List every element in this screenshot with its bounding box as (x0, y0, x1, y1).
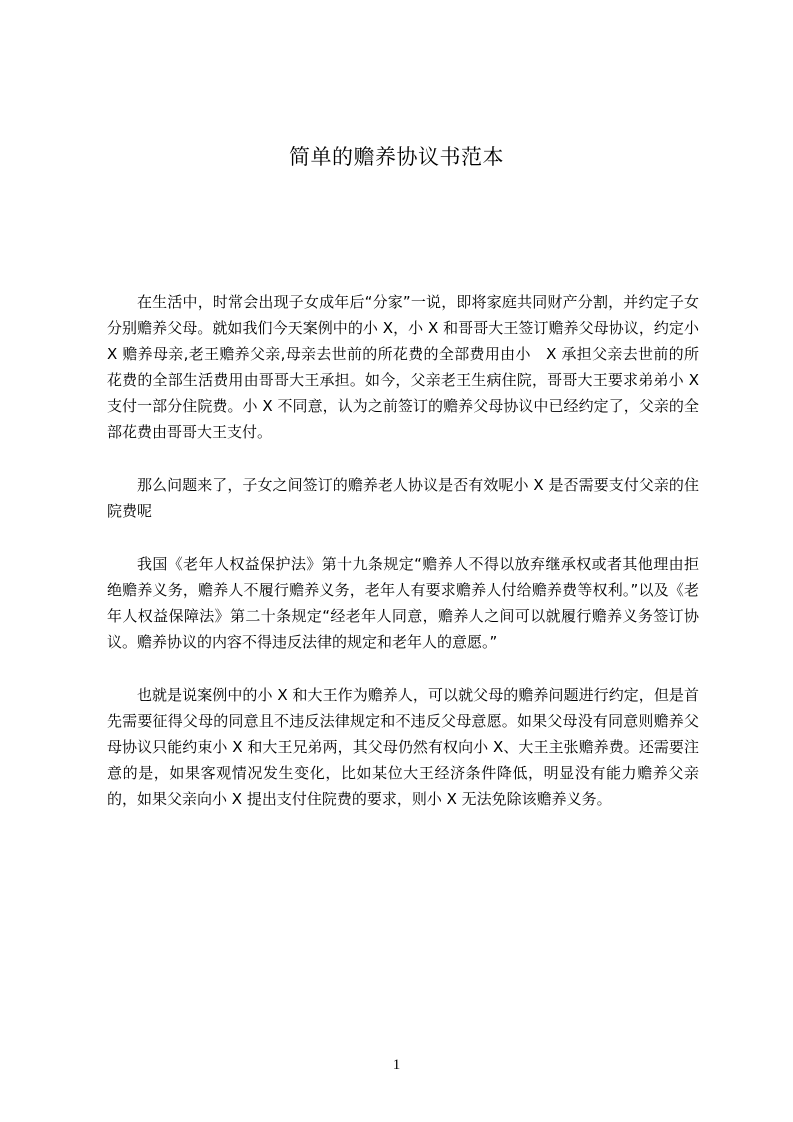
paragraph-case-background: 在生活中，时常会出现子女成年后“分家”一说，即将家庭共同财产分割，并约定子女分别赡养父母。就如我们今天案例中的小 X，小 X 和哥哥大王签订赡养父母协议，约定小 X 赡养母亲,老王赡养父亲,母亲去世前的所花费的全部费用由小 X 承担父亲去世前的所花费的全部生活费用由哥哥大王承担。如今，父亲老王生病住院，哥哥大王要求弟弟小 X 支付一部分住院费。小 X 不同意，认为之前签订的赡养父母协议中已经约定了，父亲的全部花费由哥哥大王支付。 (107, 293, 699, 441)
document-body (107, 289, 699, 839)
document-title: 简单的赡养协议书范本 (289, 145, 504, 169)
paragraph-legal-basis: 我国《老年人权益保护法》第十九条规定“赡养人不得以放弃继承权或者其他理由拒绝赡养义务，赡养人不履行赡养义务，老年人有要求赡养人付给赡养费等权利。”以及《老年人权益保障法》第二十条规定“经老年人同意，赡养人之间可以就履行赡养义务签订协议。赡养协议的内容不得违反法律的规定和老年人的意愿。” (107, 555, 699, 651)
paragraph-question: 那么问题来了，子女之间签订的赡养老人协议是否有效呢小 X 是否需要支付父亲的住院费呢 (107, 476, 699, 520)
paragraph-conclusion: 也就是说案例中的小 X 和大王作为赡养人，可以就父母的赡养问题进行约定，但是首先需要征得父母的同意且不违反法律规定和不违反父母意愿。如果父母没有同意则赡养父母协议只能约束小 X 和大王兄弟两，其父母仍然有权向小 X、大王主张赡养费。还需要注意的是，如果客观情况发生变化，比如某位大王经济条件降低，明显没有能力赡养父亲的，如果父亲向小 X 提出支付住院费的要求，则小 X 无法免除该赡养义务。 (107, 686, 699, 808)
page-number: 1 (392, 1057, 401, 1073)
